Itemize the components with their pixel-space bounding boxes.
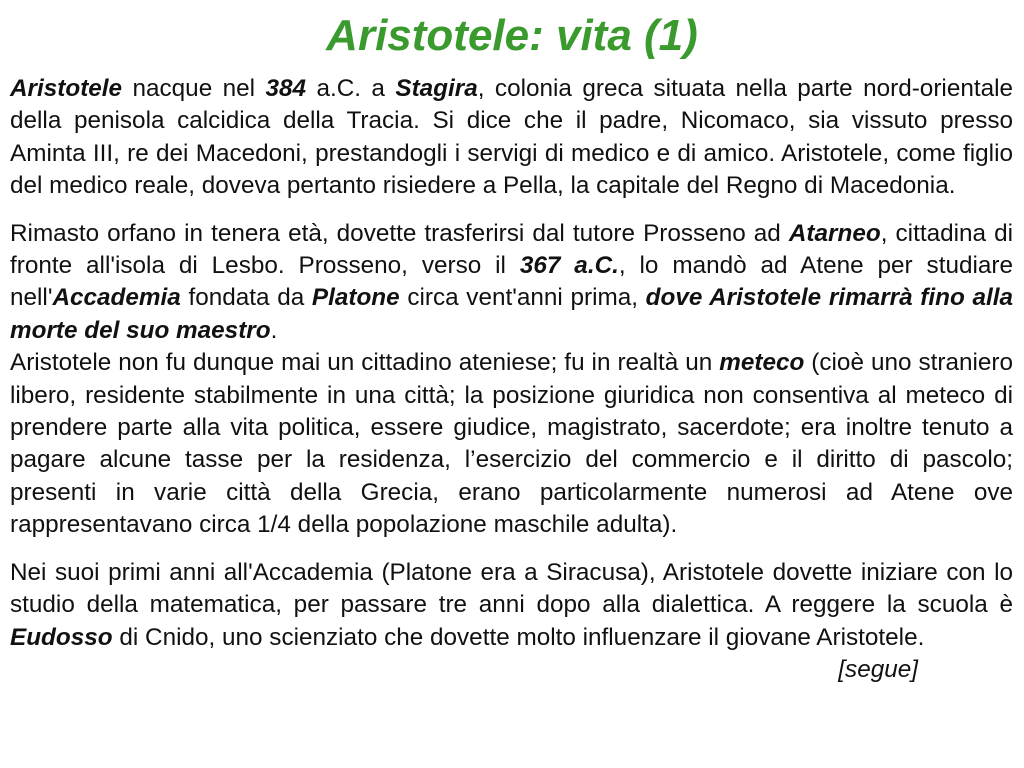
emphasis-text: Atarneo — [788, 219, 881, 247]
text-run: di Cnido, uno scienziato che dovette molto influenzare il giovane Aristotele. — [112, 623, 925, 651]
emphasis-text: Stagira — [395, 75, 478, 102]
emphasis-text: meteco — [719, 349, 805, 377]
paragraph — [10, 218, 1013, 348]
paragraph — [10, 557, 1013, 683]
text-run: nacque nel — [122, 75, 266, 102]
text-run: a.C. a — [306, 75, 396, 102]
emphasis-text: 384 — [265, 75, 307, 102]
continue-marker: [segue] — [838, 655, 918, 683]
emphasis-text: 367 a.C. — [519, 252, 619, 280]
emphasis-text: Accademia — [52, 284, 181, 312]
paragraph — [10, 73, 1013, 203]
slide-title: Aristotele: vita (1) — [326, 11, 698, 60]
text-run: Aristotele non fu dunque mai un cittadino ateniese; fu in realtà un — [10, 349, 720, 377]
text-run: Nei suoi primi anni all'Accademia (Platone era a Siracusa), Aristotele dovette iniziare con lo studio della matematica, per passare tre anni dopo alla dialettica. A reggere la scuola è — [10, 558, 1013, 619]
emphasis-text: dove Aristotele rimarrà fino alla morte del suo maestro — [10, 284, 1014, 344]
text-run: Rimasto orfano in tenera età, dovette trasferirsi dal tutore Prosseno ad — [10, 219, 789, 247]
text-run: , colonia greca situata nella parte nord-orientale della penisola calcidica della Tracia. Si dice che il padre, Nicomaco, sia vissuto presso Aminta III, re dei Macedoni, prestandogli i servigi di medico e di amico. Aristotele, come figlio del medico reale, doveva pertanto risiedere a Pella, la capitale del Regno di Macedonia. — [10, 75, 1014, 200]
text-run: fondata da — [180, 284, 312, 312]
emphasis-text: Platone — [311, 284, 400, 312]
text-run: circa vent'anni prima, — [399, 284, 646, 312]
slide-body — [10, 73, 1013, 686]
text-run: (cioè uno straniero libero, residente stabilmente in una città; la posizione giuridica non consentiva al meteco di prendere parte alla vita politica, essere giudice, magistrato, sacerdote; era inoltre tenuto a pagare alcune tasse per la residenza, l’esercizio del commercio e il diritto di pascolo; presenti in varie città della Grecia, erano particolarmente numerosi ad Atene ove rappresentavano circa 1/4 della popolazione maschile adulta). — [10, 349, 1013, 539]
emphasis-text: Aristotele — [10, 75, 123, 102]
text-run: , lo mandò ad Atene per studiare nell' — [10, 252, 1013, 312]
text-run: , cittadina di fronte all'isola di Lesbo. Prosseno, verso il — [10, 219, 1013, 280]
paragraph — [10, 347, 1013, 541]
emphasis-text: Eudosso — [10, 623, 113, 651]
text-run: . — [270, 316, 278, 344]
